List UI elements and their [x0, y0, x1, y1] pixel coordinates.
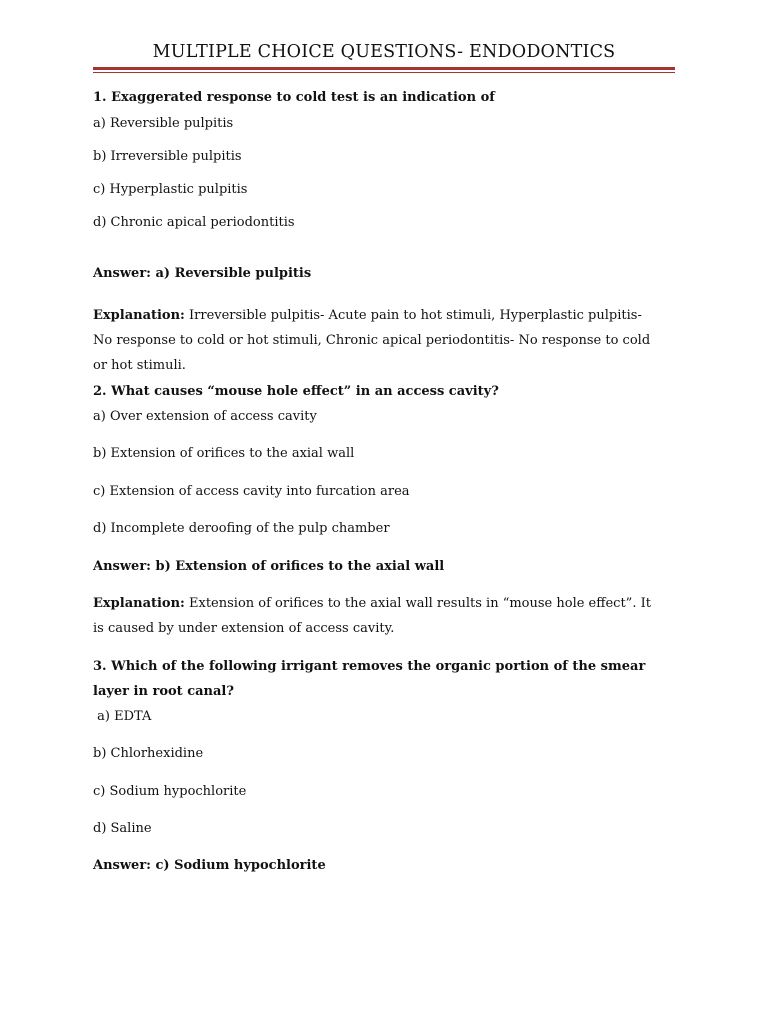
page-title: MULTIPLE CHOICE QUESTIONS- ENDODONTICS — [152, 42, 616, 62]
q2-answer: Answer: b) Extension of orifices to the axial wall — [93, 559, 445, 574]
q3-option-c: c) Sodium hypochlorite — [93, 784, 247, 799]
q1-option-c: c) Hyperplastic pulpitis — [93, 182, 248, 197]
q3-answer: Answer: c) Sodium hypochlorite — [93, 858, 326, 873]
q1-explanation — [93, 303, 653, 378]
q2-option-c: c) Extension of access cavity into furcation area — [93, 484, 410, 499]
q1-answer: Answer: a) Reversible pulpitis — [93, 266, 312, 281]
q3-option-d: d) Saline — [93, 821, 152, 836]
q1-explanation-label: Explanation: — [93, 308, 185, 323]
q1-explanation-text: Irreversible pulpitis- Acute pain to hot stimuli, Hyperplastic pulpitis- No response to cold or hot stimuli, Chronic apical periodontitis- No response to cold or hot stimuli. — [93, 308, 651, 373]
q3-option-a: a) EDTA — [93, 709, 152, 724]
question-2: 2. What causes “mouse hole effect” in an access cavity? — [93, 384, 499, 399]
q2-explanation — [93, 591, 653, 641]
q1-option-d: d) Chronic apical periodontitis — [93, 215, 295, 230]
q2-option-a: a) Over extension of access cavity — [93, 409, 317, 424]
title-underline-thin — [93, 72, 675, 73]
question-3: 3. Which of the following irrigant removes the organic portion of the smear layer in root canal? — [93, 659, 646, 699]
q2-explanation-text: Extension of orifices to the axial wall results in “mouse hole effect”. It is caused by under extension of access cavity. — [93, 596, 651, 636]
q1-option-b: b) Irreversible pulpitis — [93, 149, 242, 164]
q2-explanation-label: Explanation: — [93, 596, 185, 611]
q1-option-a: a) Reversible pulpitis — [93, 116, 234, 131]
q3-option-b: b) Chlorhexidine — [93, 746, 204, 761]
question-1: 1. Exaggerated response to cold test is an indication of — [93, 90, 495, 105]
q2-option-b: b) Extension of orifices to the axial wall — [93, 446, 355, 461]
title-underline — [93, 67, 675, 70]
q2-option-d: d) Incomplete deroofing of the pulp chamber — [93, 521, 390, 536]
